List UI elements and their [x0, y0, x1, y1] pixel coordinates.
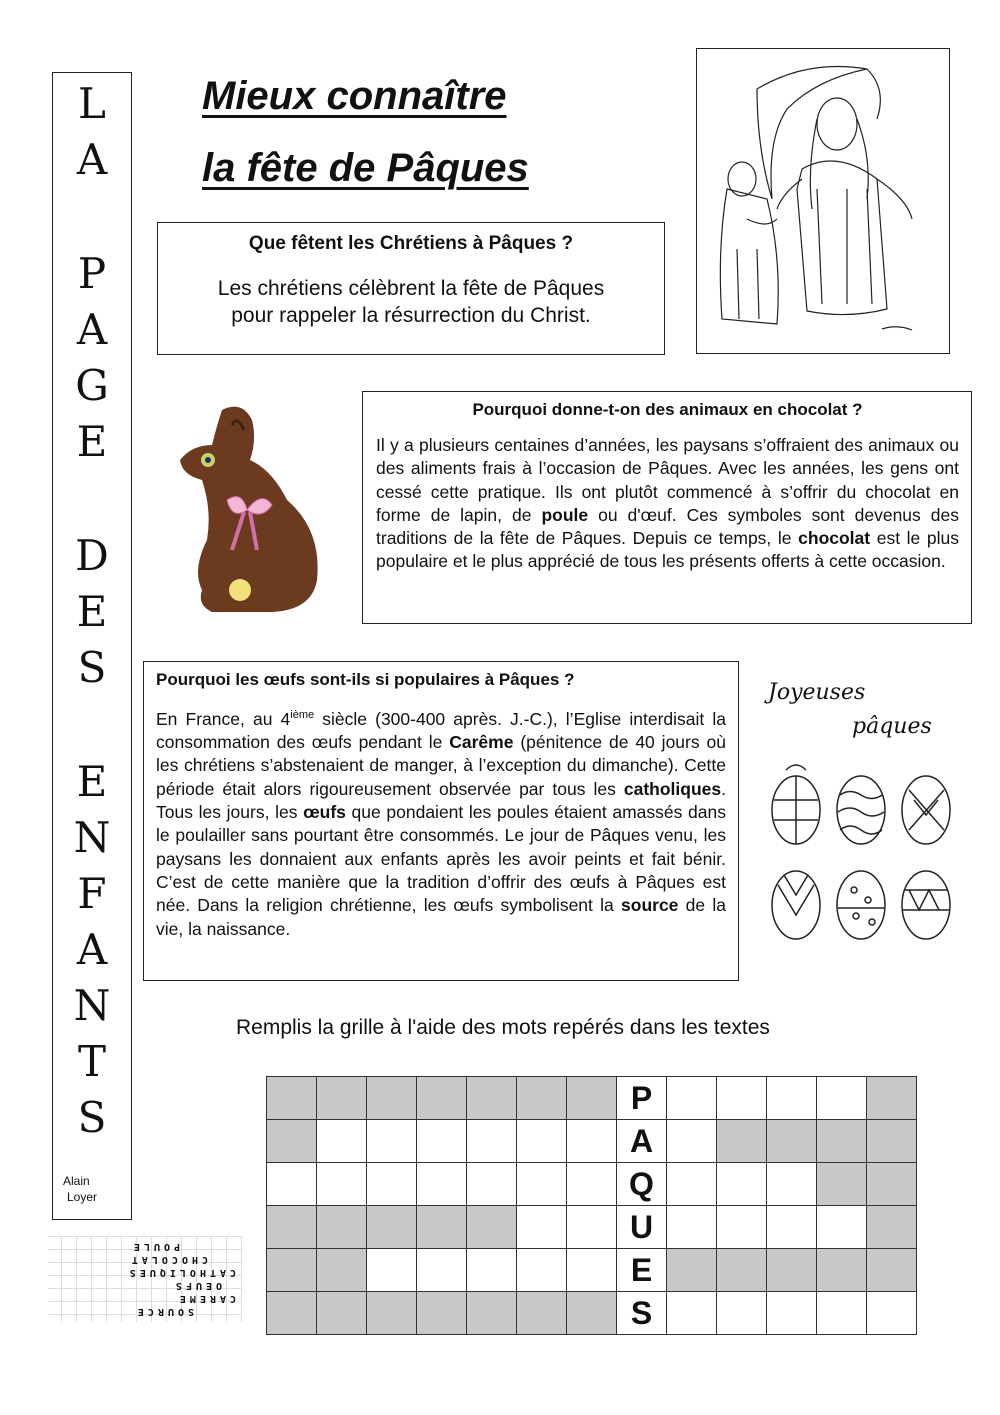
- grid-cell-blocked: [417, 1077, 467, 1120]
- sidebar-letter: D: [75, 531, 109, 580]
- text-run: ou d'œuf. Ces symboles sont devenus des traditions de la fête de Pâques. Depuis ce temps, le: [376, 504, 959, 549]
- author-last: Loyer: [67, 1190, 98, 1204]
- grid-cell[interactable]: [317, 1163, 367, 1206]
- grid-cell[interactable]: [417, 1120, 467, 1163]
- keyword-oeufs: œufs: [303, 802, 346, 823]
- grid-cell[interactable]: [417, 1249, 467, 1292]
- answer-line: pour rappeler la résurrection du Christ.: [231, 304, 591, 327]
- grid-cell[interactable]: [817, 1206, 867, 1249]
- grid-cell[interactable]: [367, 1249, 417, 1292]
- grid-cell[interactable]: [767, 1292, 817, 1335]
- grid-cell-blocked: [267, 1249, 317, 1292]
- grid-cell-blocked: [817, 1163, 867, 1206]
- sidebar-letter: E: [76, 417, 108, 466]
- question-box-chocolate: [362, 391, 972, 624]
- grid-cell-blocked: [317, 1077, 367, 1120]
- solution-word: CATHOLIQUES: [125, 1267, 236, 1278]
- text-run: (pénitence de 40 jours où les chrétiens s’abstenaient de manger, à l’exception du dimanche). Cette période était alors rigoureusement observée par tous les: [156, 732, 726, 799]
- grid-key-letter: E: [617, 1249, 667, 1292]
- sidebar-letter: N: [73, 981, 111, 1030]
- page-title-line2: la fête de Pâques: [202, 146, 529, 190]
- grid-cell-blocked: [867, 1120, 917, 1163]
- grid-row: [267, 1163, 917, 1206]
- grid-key-letter: S: [617, 1292, 667, 1335]
- grid-cell[interactable]: [367, 1163, 417, 1206]
- grid-cell-blocked: [767, 1249, 817, 1292]
- grid-cell-blocked: [867, 1163, 917, 1206]
- grid-cell-blocked: [267, 1120, 317, 1163]
- grid-cell[interactable]: [667, 1292, 717, 1335]
- grid-row: [267, 1077, 917, 1120]
- question-heading: Pourquoi donne-t-on des animaux en chocolat ?: [472, 400, 863, 419]
- grid-cell-blocked: [367, 1077, 417, 1120]
- grid-cell[interactable]: [817, 1292, 867, 1335]
- greeting-line2: pâques: [852, 714, 932, 739]
- solution-word: OEUFS: [171, 1280, 222, 1291]
- text-run: En France, au 4: [156, 708, 291, 729]
- grid-cell[interactable]: [817, 1077, 867, 1120]
- grid-cell-blocked: [667, 1249, 717, 1292]
- grid-cell[interactable]: [717, 1292, 767, 1335]
- solution-word: CAREME: [175, 1293, 236, 1304]
- grid-cell-blocked: [717, 1120, 767, 1163]
- question-heading: Pourquoi les œufs sont-ils si populaires à Pâques ?: [156, 670, 575, 689]
- grid-cell[interactable]: [717, 1206, 767, 1249]
- superscript: ième: [290, 709, 315, 721]
- grid-cell-blocked: [517, 1292, 567, 1335]
- grid-cell[interactable]: [517, 1163, 567, 1206]
- grid-cell-blocked: [717, 1249, 767, 1292]
- grid-cell-blocked: [467, 1077, 517, 1120]
- chocolate-bunny-image: [172, 400, 332, 615]
- grid-cell[interactable]: [517, 1206, 567, 1249]
- solution-word: CHOCOLAT: [127, 1254, 208, 1265]
- sidebar-letter: A: [76, 305, 108, 354]
- grid-cell-blocked: [817, 1120, 867, 1163]
- question-box-celebration: [157, 222, 665, 355]
- grid-cell[interactable]: [767, 1206, 817, 1249]
- grid-cell-blocked: [317, 1249, 367, 1292]
- easter-eggs-illustration: [764, 680, 964, 940]
- sidebar-letter: G: [75, 361, 109, 410]
- grid-cell-blocked: [467, 1206, 517, 1249]
- grid-row: [267, 1292, 917, 1335]
- grid-cell[interactable]: [567, 1206, 617, 1249]
- question-box-eggs: [143, 661, 739, 981]
- grid-cell[interactable]: [567, 1163, 617, 1206]
- sidebar-letter: P: [77, 249, 107, 298]
- sidebar-letter: S: [77, 1093, 107, 1142]
- grid-cell[interactable]: [667, 1206, 717, 1249]
- sidebar-letter: S: [77, 643, 107, 692]
- greeting-line1: Joyeuses: [768, 680, 866, 705]
- grid-cell-blocked: [817, 1249, 867, 1292]
- author-first: Alain: [63, 1174, 90, 1188]
- keyword-catholiques: catholiques: [623, 778, 722, 799]
- grid-cell[interactable]: [767, 1077, 817, 1120]
- author-credit: [63, 1173, 97, 1205]
- sidebar-letter: L: [78, 79, 106, 128]
- grid-cell[interactable]: [267, 1163, 317, 1206]
- question-heading: Que fêtent les Chrétiens à Pâques ?: [248, 233, 574, 254]
- solution-word: SOURCE: [133, 1306, 194, 1317]
- grid-cell[interactable]: [717, 1077, 767, 1120]
- grid-cell-blocked: [867, 1249, 917, 1292]
- keyword-careme: Carême: [449, 732, 514, 753]
- grid-cell[interactable]: [567, 1120, 617, 1163]
- grid-cell-blocked: [267, 1292, 317, 1335]
- solution-grid: [48, 1242, 242, 1322]
- grid-cell-blocked: [417, 1292, 467, 1335]
- grid-cell[interactable]: [467, 1249, 517, 1292]
- grid-cell-blocked: [867, 1206, 917, 1249]
- grid-row: [267, 1249, 917, 1292]
- grid-cell-blocked: [267, 1077, 317, 1120]
- grid-cell-blocked: [367, 1206, 417, 1249]
- grid-cell[interactable]: [567, 1249, 617, 1292]
- grid-row: [267, 1206, 917, 1249]
- grid-cell[interactable]: [317, 1120, 367, 1163]
- text-run: . Tous les jours, les: [156, 778, 726, 823]
- crossword-grid: [266, 1076, 917, 1335]
- grid-cell-blocked: [367, 1292, 417, 1335]
- instruction-text: Remplis la grille à l'aide des mots repérés dans les textes: [236, 1016, 770, 1039]
- sidebar-letter: E: [76, 587, 108, 636]
- resurrection-illustration: [696, 48, 950, 354]
- grid-cell[interactable]: [517, 1249, 567, 1292]
- grid-cell-blocked: [317, 1292, 367, 1335]
- keyword-chocolat: chocolat: [798, 528, 871, 549]
- grid-cell[interactable]: [667, 1120, 717, 1163]
- text-run: que pondaient les poules étaient amassés dans le poulailler sans pourtant être consommés. Le jour de Pâques venu, les paysans les donnaient aux enfants après les avoir peints et fait bénir. C’est de cette manière que la tradition d’offrir des œufs à Pâques est née. Dans la religion chrétienne, les œufs symbolisent la: [156, 802, 726, 916]
- answer-paragraph: [376, 434, 959, 574]
- grid-cell-blocked: [417, 1206, 467, 1249]
- sidebar-letter: N: [73, 813, 111, 862]
- answer-paragraph: [156, 704, 726, 941]
- text-run: siècle (300-400 après. J.-C.), l’Eglise interdisait la consommation des œufs pendant le: [156, 708, 726, 753]
- grid-cell[interactable]: [667, 1163, 717, 1206]
- grid-cell-blocked: [867, 1077, 917, 1120]
- grid-cell[interactable]: [717, 1163, 767, 1206]
- grid-cell[interactable]: [517, 1120, 567, 1163]
- grid-cell[interactable]: [467, 1120, 517, 1163]
- text-run: de la vie, la naissance.: [156, 895, 726, 939]
- grid-cell-blocked: [467, 1292, 517, 1335]
- sidebar-letter: A: [76, 925, 108, 974]
- sidebar-frame: [52, 72, 132, 1220]
- grid-cell-blocked: [567, 1077, 617, 1120]
- solution-word: POULE: [129, 1241, 180, 1252]
- page-title-line1: Mieux connaître: [202, 74, 507, 118]
- grid-key-letter: P: [617, 1077, 667, 1120]
- grid-cell[interactable]: [367, 1120, 417, 1163]
- grid-cell[interactable]: [667, 1077, 717, 1120]
- grid-cell-blocked: [267, 1206, 317, 1249]
- sidebar-letter: E: [76, 757, 108, 806]
- grid-cell-blocked: [517, 1077, 567, 1120]
- grid-cell-blocked: [317, 1206, 367, 1249]
- text-run: Il y a plusieurs centaines d’années, les paysans s’offraient des animaux ou des aliments frais à l’occasion de Pâques. Avec les années, les gens ont cessé cette pratique. Ils ont plutôt commencé à s’offrir du chocolat en forme de lapin, de: [376, 435, 959, 525]
- grid-row: [267, 1120, 917, 1163]
- grid-key-letter: U: [617, 1206, 667, 1249]
- answer-line: Les chrétiens célèbrent la fête de Pâques: [217, 277, 605, 300]
- keyword-source: source: [621, 895, 679, 916]
- grid-cell-blocked: [567, 1292, 617, 1335]
- sidebar-letter: T: [77, 1037, 106, 1086]
- grid-cell[interactable]: [867, 1292, 917, 1335]
- grid-key-letter: A: [617, 1120, 667, 1163]
- keyword-poule: poule: [541, 504, 589, 525]
- grid-cell-blocked: [767, 1120, 817, 1163]
- sidebar-letter: F: [77, 869, 107, 918]
- grid-cell[interactable]: [767, 1163, 817, 1206]
- grid-key-letter: Q: [617, 1163, 667, 1206]
- text-run: est le plus populaire et le plus apprécié de tous les présents offerts à cette occasion.: [376, 528, 959, 572]
- grid-cell[interactable]: [417, 1163, 467, 1206]
- grid-cell[interactable]: [467, 1163, 517, 1206]
- sidebar-letter: A: [76, 135, 108, 184]
